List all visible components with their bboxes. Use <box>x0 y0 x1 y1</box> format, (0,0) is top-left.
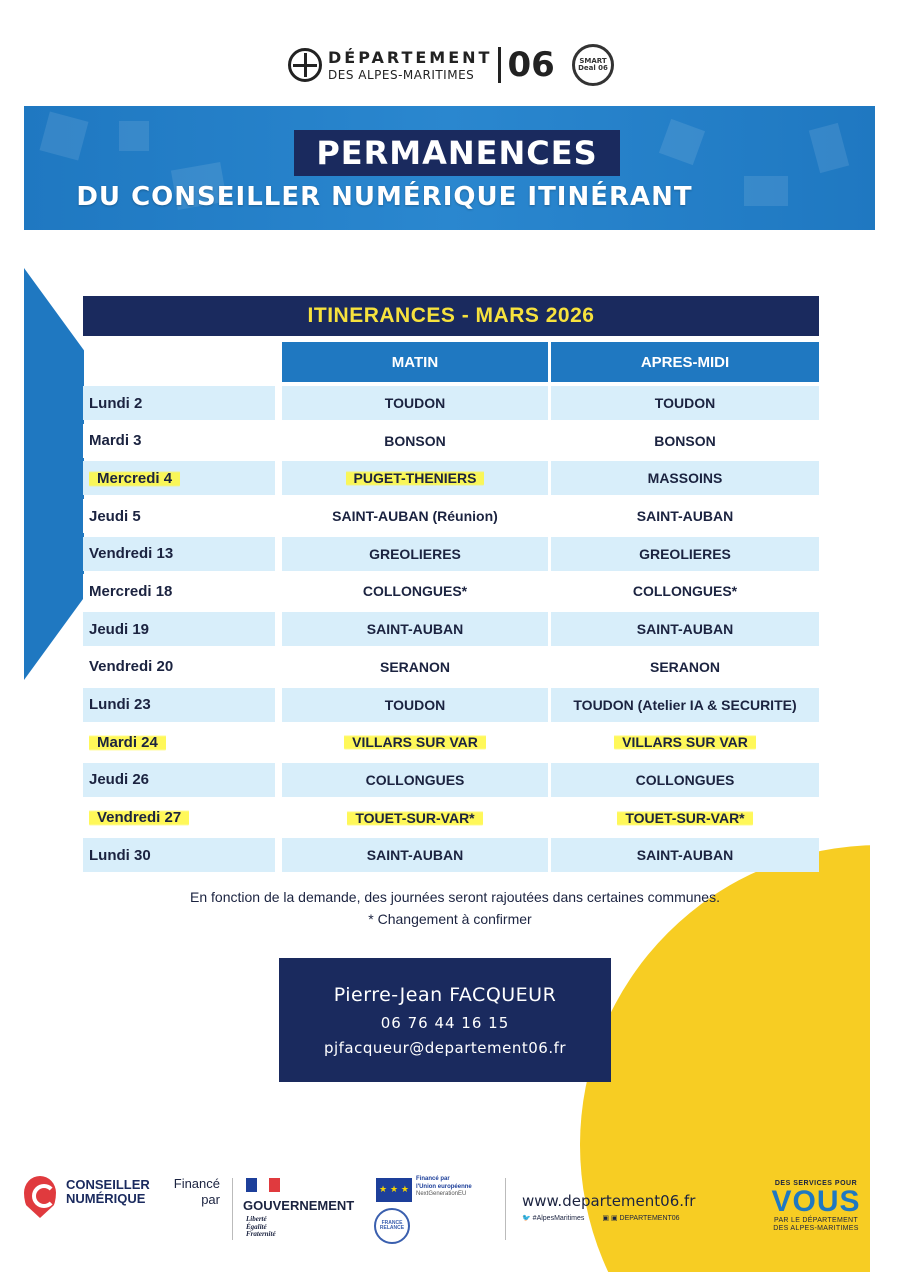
apres-midi-cell-text: TOUET-SUR-VAR* <box>617 809 752 827</box>
apres-midi-cell <box>551 574 819 608</box>
contact-box <box>279 958 611 1082</box>
day-cell <box>83 386 275 420</box>
day-cell <box>83 537 275 571</box>
table-row <box>83 537 819 571</box>
title-banner <box>24 106 875 230</box>
conseiller-numerique-label <box>66 1178 150 1207</box>
header-matin: MATIN <box>282 342 548 382</box>
vous-bottom-line1: PAR LE DÉPARTEMENT <box>774 1217 858 1224</box>
day-cell-text: Lundi 30 <box>89 846 151 864</box>
matin-cell <box>282 650 548 684</box>
gouvernement-label: GOUVERNEMENT <box>243 1198 355 1213</box>
table-row <box>83 801 819 835</box>
motto-liberte: Liberté <box>246 1215 267 1223</box>
matin-cell <box>282 461 548 495</box>
apres-midi-cell-text: SERANON <box>649 658 720 675</box>
apres-midi-cell-text: BONSON <box>654 432 716 449</box>
apres-midi-cell <box>551 763 819 797</box>
day-cell-text: Mercredi 18 <box>89 582 173 600</box>
table-row <box>83 688 819 722</box>
motto-fraternite: Fraternité <box>246 1230 276 1239</box>
eu-funding-label <box>416 1176 472 1199</box>
left-decorative-wedge <box>24 268 84 680</box>
table-row <box>83 650 819 684</box>
apres-midi-cell-text: GREOLIERES <box>639 545 731 562</box>
matin-cell <box>282 574 548 608</box>
matin-cell-text: SAINT-AUBAN <box>366 621 464 638</box>
day-cell-text: Jeudi 19 <box>89 620 150 638</box>
social-handles <box>522 1214 680 1222</box>
matin-cell-text: TOUET-SUR-VAR* <box>347 809 482 827</box>
footer-divider <box>505 1178 506 1240</box>
day-cell <box>83 725 275 759</box>
matin-cell <box>282 801 548 835</box>
day-cell-text: Vendredi 13 <box>89 545 174 563</box>
day-cell <box>83 688 275 722</box>
matin-cell-text: SAINT-AUBAN (Réunion) <box>332 508 498 525</box>
banner-title: PERMANENCES <box>294 130 620 176</box>
table-body <box>83 386 819 872</box>
header-apres-midi: APRES-MIDI <box>551 342 819 382</box>
note-demand: En fonction de la demande, des journées seront rajoutées dans certaines communes. <box>190 889 720 905</box>
matin-cell <box>282 612 548 646</box>
department-emblem-icon <box>288 48 322 82</box>
smart-deal-seal: SMART Deal 06 <box>572 44 614 86</box>
apres-midi-cell-text: VILLARS SUR VAR <box>614 733 756 751</box>
day-cell <box>83 650 275 684</box>
department-logo <box>288 44 555 86</box>
table-header-row <box>83 342 819 382</box>
day-cell-text: Vendredi 20 <box>89 658 174 676</box>
twitter-handle-text: #AlpesMaritimes <box>532 1215 585 1222</box>
apres-midi-cell-text: COLLONGUES* <box>632 583 738 600</box>
matin-cell <box>282 688 548 722</box>
table-row <box>83 499 819 533</box>
contact-email[interactable]: pjfacqueur@departement06.fr <box>323 1039 567 1057</box>
note-change: * Changement à confirmer <box>368 911 532 927</box>
apres-midi-cell-text: COLLONGUES <box>635 771 735 788</box>
department-number: 06 <box>507 45 555 85</box>
apres-midi-cell <box>551 537 819 571</box>
table-row <box>83 574 819 608</box>
day-cell <box>83 574 275 608</box>
social-handle-text: DEPARTEMENT06 <box>619 1215 680 1222</box>
matin-cell-text: VILLARS SUR VAR <box>344 733 486 751</box>
conseiller-numerique-pin-icon <box>24 1176 56 1218</box>
matin-cell-text: COLLONGUES <box>365 771 465 788</box>
apres-midi-cell <box>551 650 819 684</box>
eu-flag-icon: ★ ★ ★ <box>376 1178 412 1202</box>
matin-cell <box>282 725 548 759</box>
twitter-handle[interactable]: 🐦 #AlpesMaritimes <box>522 1215 585 1222</box>
day-cell-text: Mardi 24 <box>89 733 166 752</box>
day-cell-text: Jeudi 26 <box>89 771 150 789</box>
department-name-line2: DES ALPES-MARITIMES <box>328 67 475 82</box>
table-row <box>83 838 819 872</box>
day-cell <box>83 424 275 458</box>
cn-line1: CONSEILLER <box>66 1177 150 1192</box>
apres-midi-cell-text: TOUDON <box>654 395 716 411</box>
apres-midi-cell <box>551 725 819 759</box>
finance-par-label <box>166 1176 220 1207</box>
apres-midi-cell <box>551 801 819 835</box>
eu-line3: NextGenerationEU <box>416 1191 467 1197</box>
day-cell-text: Lundi 2 <box>89 394 143 412</box>
department-name-line1: DÉPARTEMENT <box>328 47 493 67</box>
finance-line2: par <box>201 1191 220 1207</box>
matin-cell <box>282 838 548 872</box>
day-cell-text: Mardi 3 <box>89 432 142 450</box>
apres-midi-cell <box>551 688 819 722</box>
day-cell <box>83 612 275 646</box>
day-cell <box>83 801 275 835</box>
department-name <box>328 47 493 82</box>
footer-logos <box>0 1170 900 1250</box>
table-row <box>83 612 819 646</box>
table-row <box>83 424 819 458</box>
france-relance-seal: FRANCE RELANCE <box>374 1208 410 1244</box>
matin-cell-text: TOUDON <box>384 395 446 411</box>
services-pour-vous-logo <box>762 1180 870 1234</box>
instagram-facebook-handle[interactable]: ▣ ▣ DEPARTEMENT06 <box>602 1215 680 1222</box>
day-cell-text: Lundi 23 <box>89 696 151 713</box>
eu-line1: Financé par <box>416 1176 450 1182</box>
apres-midi-cell <box>551 612 819 646</box>
vous-bottom-line2: DES ALPES-MARITIMES <box>773 1225 859 1233</box>
apres-midi-cell <box>551 386 819 420</box>
apres-midi-cell <box>551 838 819 872</box>
contact-name: Pierre-Jean FACQUEUR <box>333 984 557 1006</box>
vous-top-text: DES SERVICES POUR <box>774 1180 858 1187</box>
apres-midi-cell <box>551 424 819 458</box>
matin-cell-text: SERANON <box>379 658 450 675</box>
finance-line1: Financé <box>173 1176 220 1191</box>
department-separator <box>498 47 501 83</box>
apres-midi-cell-text: TOUDON (Atelier IA & SECURITE) <box>573 696 797 713</box>
matin-cell <box>282 386 548 420</box>
day-cell <box>83 461 275 495</box>
website-link[interactable]: www.departement06.fr <box>522 1192 696 1210</box>
table-row <box>83 386 819 420</box>
day-cell-text: Jeudi 5 <box>89 507 141 525</box>
eu-line2: l'Union européenne <box>416 1183 472 1190</box>
matin-cell-text: PUGET-THENIERS <box>346 469 485 487</box>
apres-midi-cell-text: SAINT-AUBAN <box>636 508 734 525</box>
day-cell-text: Vendredi 27 <box>89 808 189 827</box>
schedule-table <box>83 296 819 876</box>
table-title: ITINERANCES - MARS 2026 <box>83 296 819 336</box>
apres-midi-cell-text: SAINT-AUBAN <box>636 621 734 638</box>
day-cell <box>83 499 275 533</box>
matin-cell-text: COLLONGUES* <box>362 583 468 600</box>
day-cell-text: Mercredi 4 <box>89 469 180 488</box>
matin-cell <box>282 537 548 571</box>
contact-phone[interactable]: 06 76 44 16 15 <box>380 1014 510 1032</box>
matin-cell <box>282 424 548 458</box>
motto-egalite: Égalité <box>246 1222 267 1231</box>
matin-cell-text: SAINT-AUBAN <box>366 847 464 864</box>
matin-cell-text: BONSON <box>384 432 446 449</box>
matin-cell <box>282 499 548 533</box>
day-cell <box>83 763 275 797</box>
table-row <box>83 763 819 797</box>
apres-midi-cell <box>551 461 819 495</box>
vous-big-text: VOUS <box>771 1185 861 1218</box>
matin-cell-text: GREOLIERES <box>369 545 461 562</box>
table-row <box>83 725 819 759</box>
table-row <box>83 461 819 495</box>
matin-cell <box>282 763 548 797</box>
day-cell <box>83 838 275 872</box>
french-flag-icon <box>246 1178 280 1192</box>
matin-cell-text: TOUDON <box>384 696 446 713</box>
banner-subtitle: DU CONSEILLER NUMÉRIQUE ITINÉRANT <box>76 182 693 212</box>
footer-divider <box>232 1178 233 1240</box>
apres-midi-cell-text: MASSOINS <box>647 470 723 487</box>
apres-midi-cell-text: SAINT-AUBAN <box>636 847 734 864</box>
gouvernement-motto <box>246 1216 276 1239</box>
apres-midi-cell <box>551 499 819 533</box>
cn-line2: NUMÉRIQUE <box>66 1191 146 1207</box>
